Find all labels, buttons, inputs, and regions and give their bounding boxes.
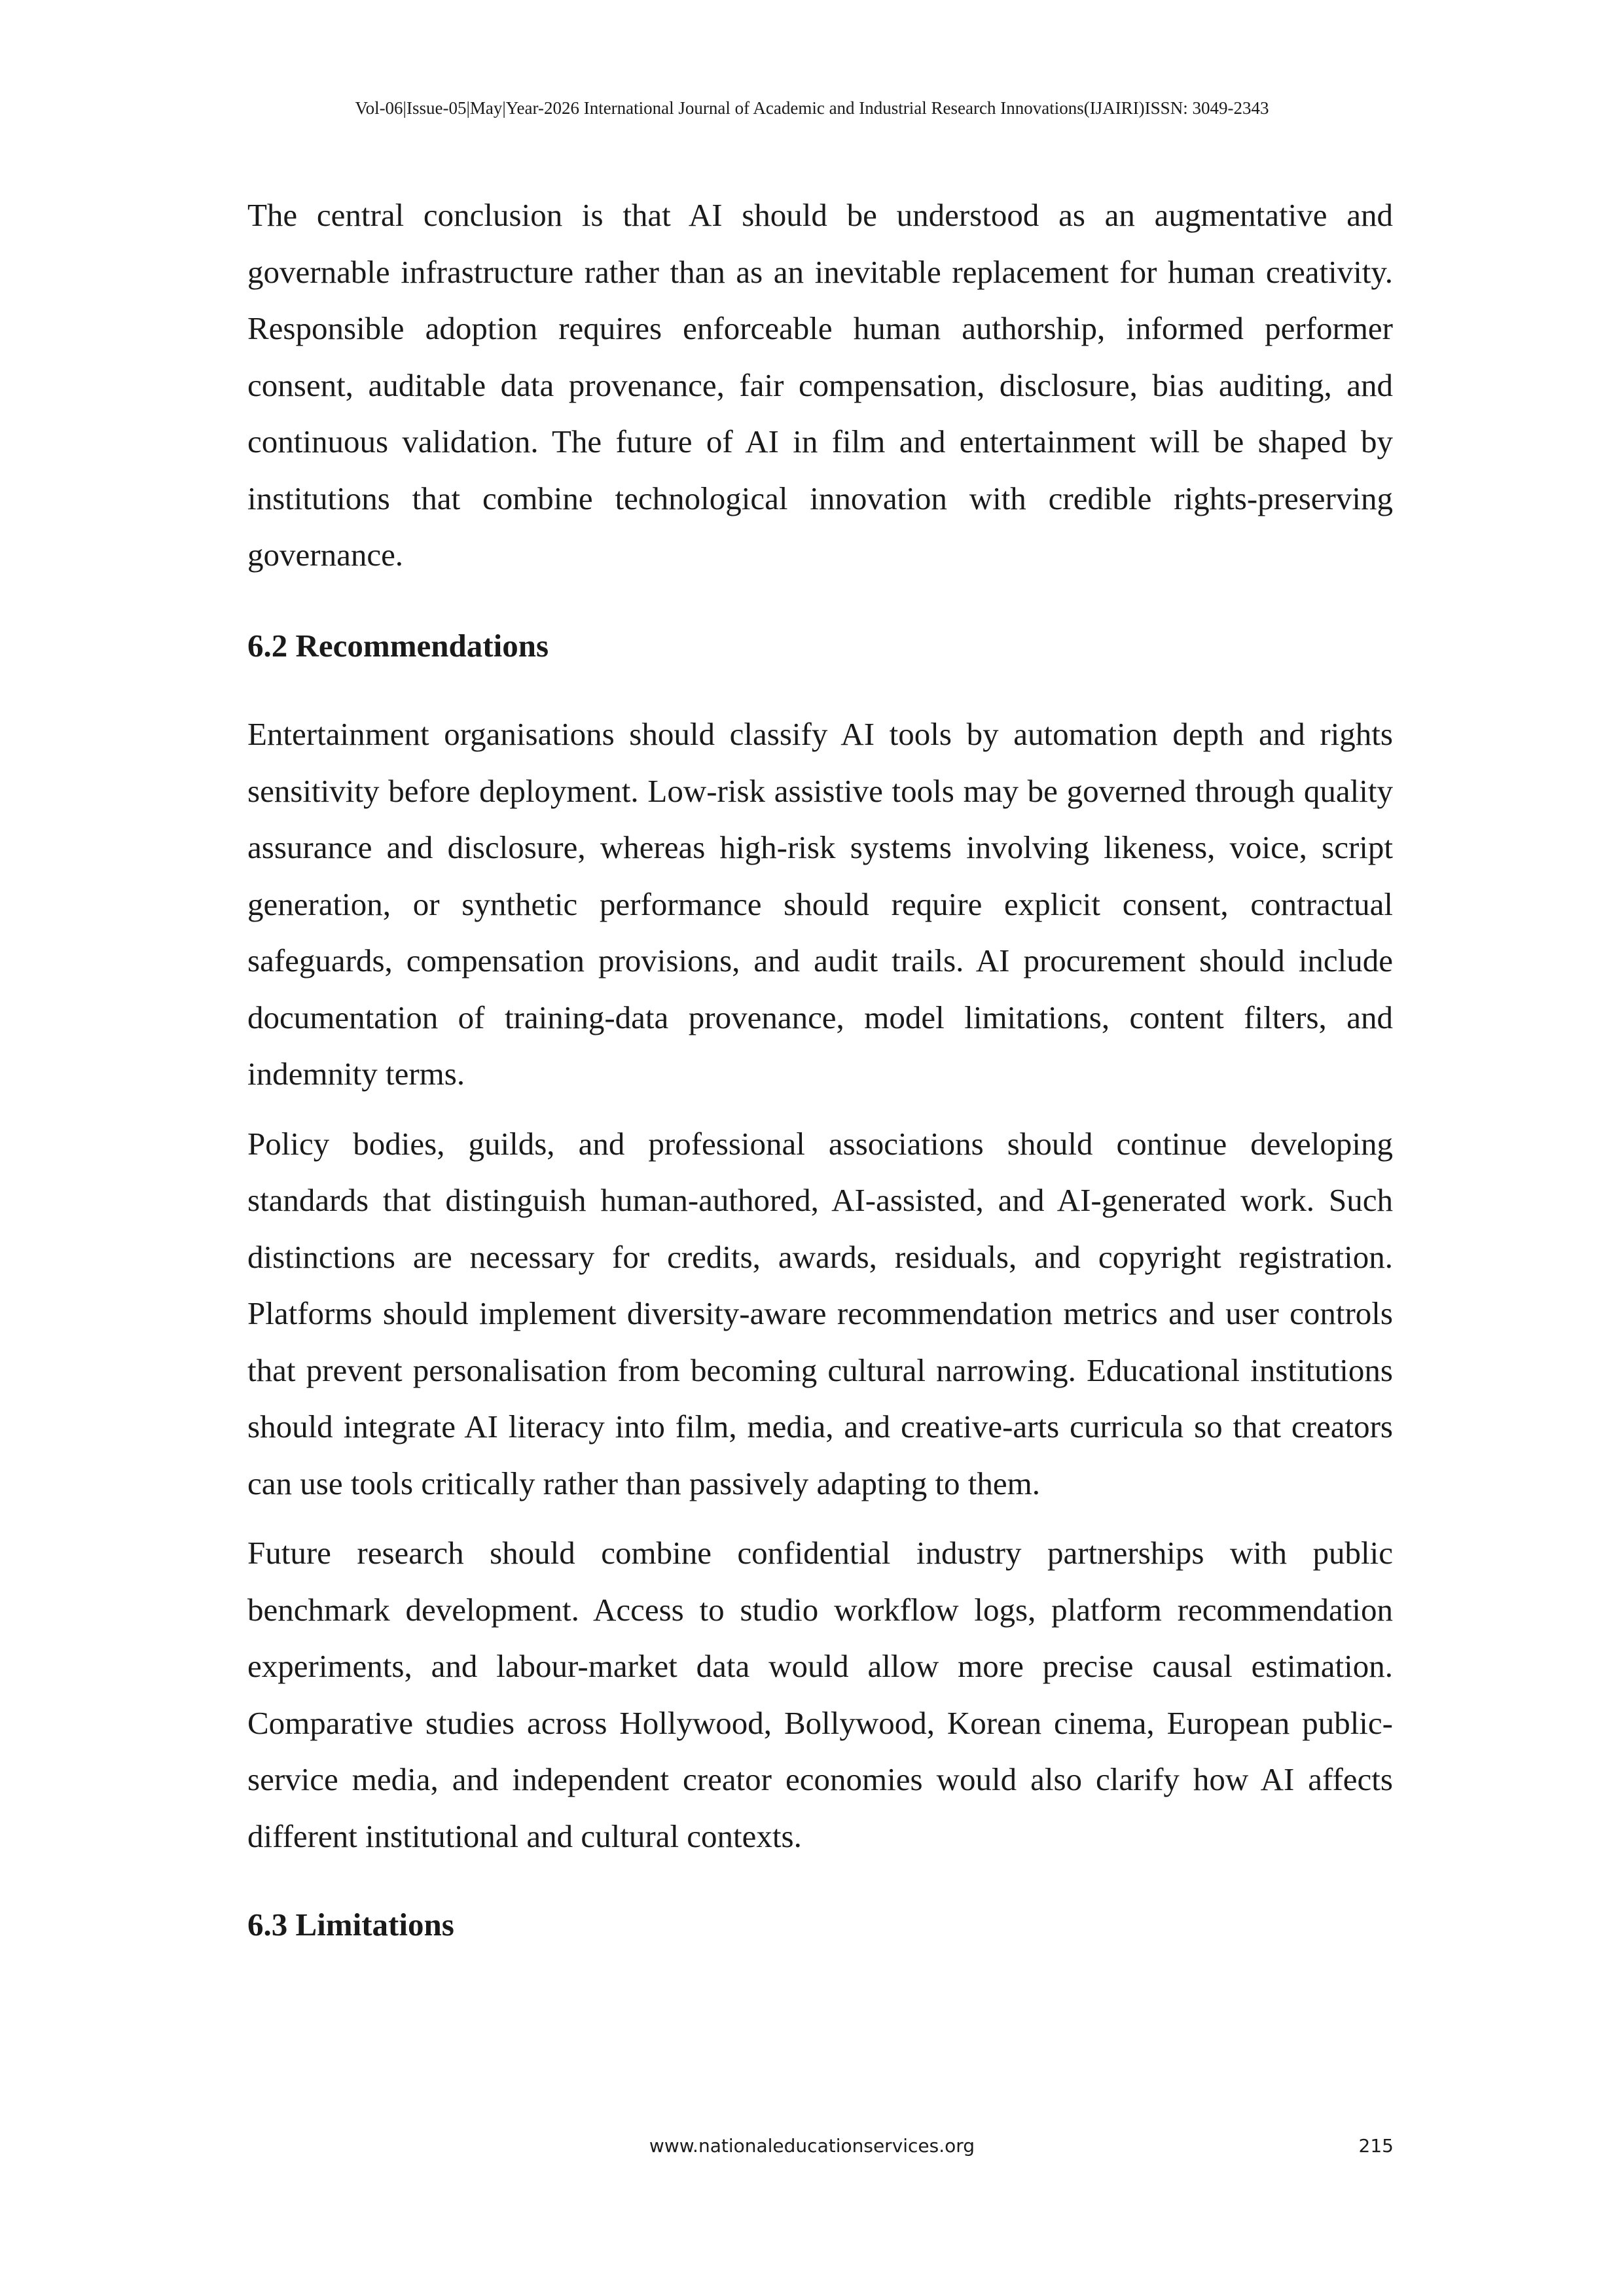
recommendations-paragraph-2: Policy bodies, guilds, and professional associations should continue developing standards that distinguish human-authored, AI-assisted, and AI-generated work. Such distinctions are necessary for credits, awards, residuals, and copyright registration. Platforms should implement diversity-aware recommendation metrics and user controls that prevent personalisation from becoming cultural narrowing. Educational institutions should integrate AI literacy into film, media, and creative-arts curricula so that creators can use tools critically rather than passively adapting to them. xyxy=(247,1125,1393,1501)
section-heading-limitations: 6.3 Limitations xyxy=(247,1907,454,1943)
page-footer xyxy=(0,2135,1624,2161)
section-heading-recommendations: 6.2 Recommendations xyxy=(247,627,549,664)
page-number: 215 xyxy=(1358,2135,1394,2157)
footer-url: www.nationaleducationservices.org xyxy=(649,2135,975,2157)
running-header: Vol-06|Issue-05|May|Year-2026 International Journal of Academic and Industrial Research Innovations(IJAIRI)ISSN: 3049-2343 xyxy=(355,98,1269,118)
article-body xyxy=(247,187,1393,1954)
recommendations-paragraph-3: Future research should combine confidential industry partnerships with public benchmark development. Access to studio workflow logs, platform recommendation experiments, and labour-market data would allow more precise causal estimation. Comparative studies across Hollywood, Bollywood, Korean cinema, European public-service media, and independent creator economies would also clarify how AI affects different institutional and cultural contexts. xyxy=(247,1535,1393,1854)
recommendations-paragraph-1: Entertainment organisations should classify AI tools by automation depth and rights sensitivity before deployment. Low-risk assistive tools may be governed through quality assurance and disclosure, whereas high-risk systems involving likeness, voice, script generation, or synthetic performance should require explicit consent, contractual safeguards, compensation provisions, and audit trails. AI procurement should include documentation of training-data provenance, model limitations, content filters, and indemnity terms. xyxy=(247,716,1393,1092)
conclusion-paragraph: The central conclusion is that AI should be understood as an augmentative and governable infrastructure rather than as an inevitable replacement for human creativity. Responsible adoption requires enforceable human authorship, informed performer consent, auditable data provenance, fair compensation, disclosure, bias auditing, and continuous validation. The future of AI in film and entertainment will be shaped by institutions that combine technological innovation with credible rights-preserving governance. xyxy=(247,197,1393,573)
